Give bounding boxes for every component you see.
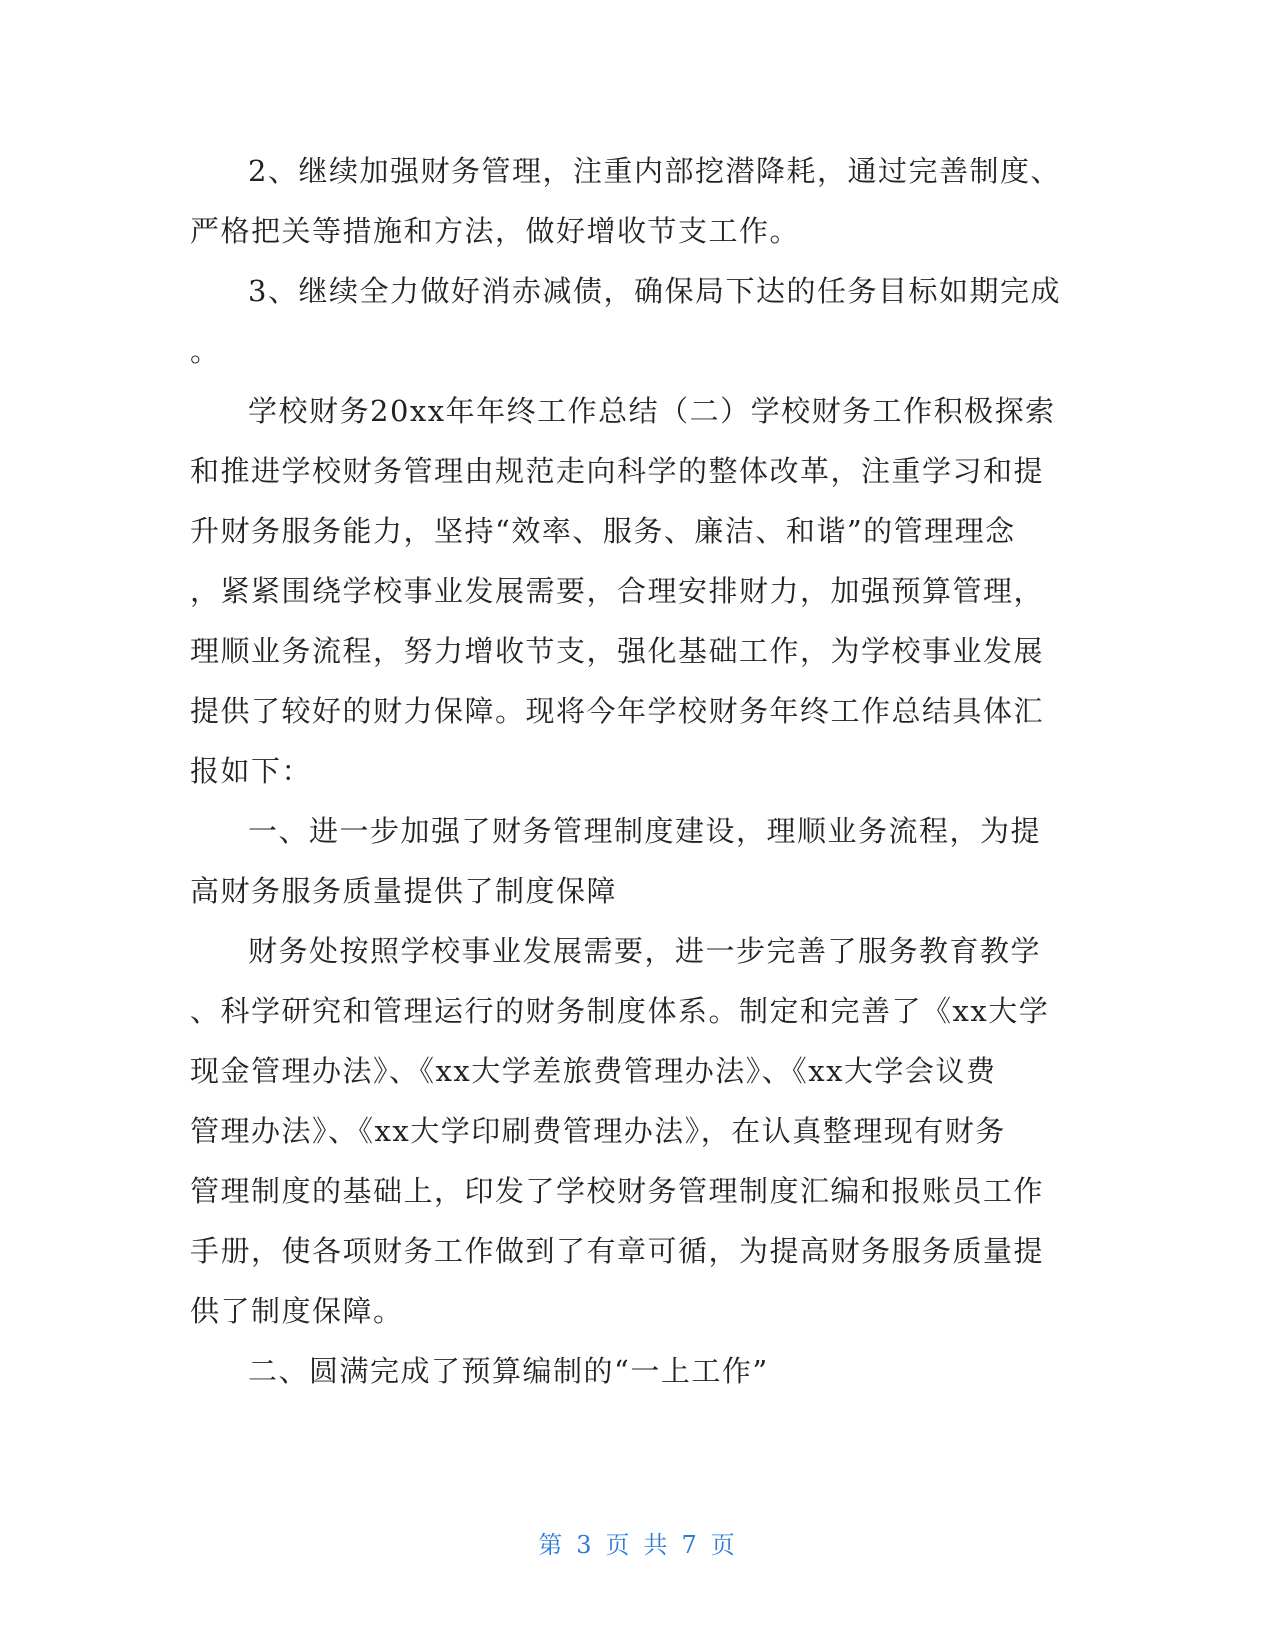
text-line: 供了制度保障。	[190, 1294, 404, 1328]
text-line: 理顺业务流程，努力增收节支，强化基础工作，为学校事业发展	[190, 634, 1045, 668]
text-line: 二、圆满完成了预算编制的“一上工作”	[248, 1354, 769, 1388]
text-line: ，紧紧围绕学校事业发展需要，合理安排财力，加强预算管理，	[190, 574, 1045, 608]
document-body	[190, 141, 1070, 1401]
text-line: 财务处按照学校事业发展需要，进一步完善了服务教育教学	[248, 934, 1042, 968]
text-line: 3、继续全力做好消赤减债，确保局下达的任务目标如期完成	[248, 274, 1061, 308]
text-line: 升财务服务能力，坚持“效率、服务、廉洁、和谐”的管理理念	[190, 514, 1016, 548]
text-line: 一、进一步加强了财务管理制度建设，理顺业务流程，为提	[248, 814, 1042, 848]
text-line: 。	[190, 334, 221, 368]
text-line: 高财务服务质量提供了制度保障	[190, 874, 618, 908]
footer-page-prefix: 第	[538, 1531, 565, 1559]
footer-total-word: 页	[710, 1531, 737, 1559]
text-line: 、科学研究和管理运行的财务制度体系。制定和完善了《xx大学	[190, 994, 1050, 1028]
text-line: 严格把关等措施和方法，做好增收节支工作。	[190, 214, 801, 248]
text-line: 手册，使各项财务工作做到了有章可循，为提高财务服务质量提	[190, 1234, 1045, 1268]
text-line: 学校财务20xx年年终工作总结（二）学校财务工作积极探索	[248, 394, 1056, 428]
text-line: 提供了较好的财力保障。现将今年学校财务年终工作总结具体汇	[190, 694, 1045, 728]
footer-page-word: 页	[605, 1531, 632, 1559]
footer-current-page: 3	[576, 1531, 594, 1559]
text-line: 和推进学校财务管理由规范走向科学的整体改革，注重学习和提	[190, 454, 1045, 488]
page-footer	[0, 1525, 1275, 1560]
text-line: 管理制度的基础上，印发了学校财务管理制度汇编和报账员工作	[190, 1174, 1045, 1208]
text-line: 管理办法》、《xx大学印刷费管理办法》，在认真整理现有财务	[190, 1114, 1006, 1148]
footer-total-prefix: 共	[643, 1531, 670, 1559]
text-line: 2、继续加强财务管理，注重内部挖潜降耗，通过完善制度、	[248, 154, 1061, 188]
text-line: 现金管理办法》、《xx大学差旅费管理办法》、《xx大学会议费	[190, 1054, 997, 1088]
footer-total-pages: 7	[681, 1531, 699, 1559]
text-line: 报如下：	[190, 754, 313, 788]
